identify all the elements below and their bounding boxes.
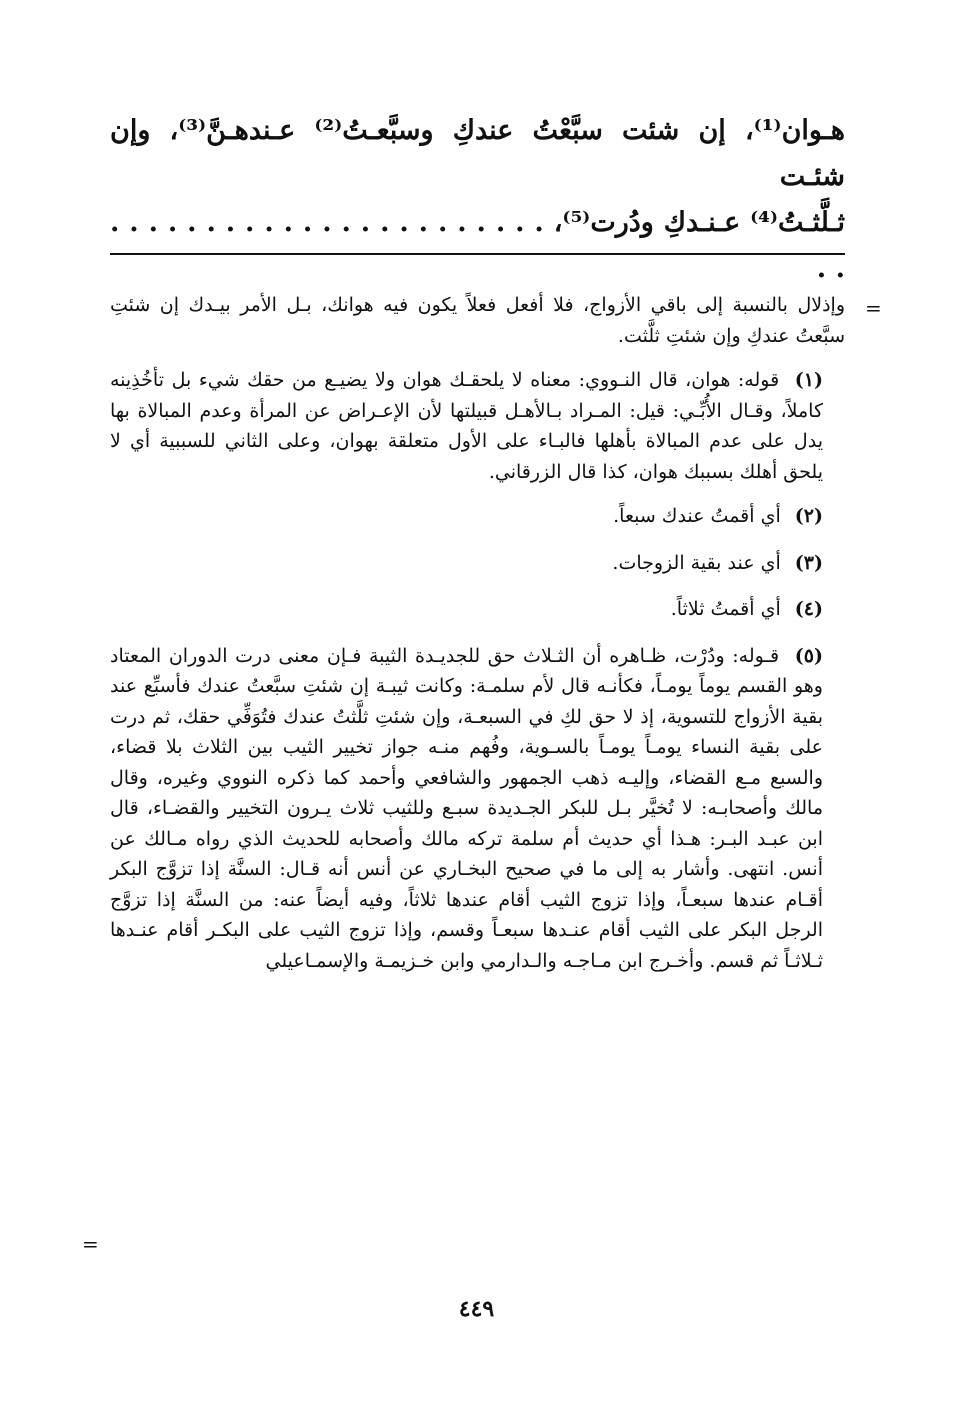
footnote-text: أي أقمتُ ثلاثاً. bbox=[670, 598, 781, 620]
continuation-mark: = bbox=[865, 296, 882, 320]
footnote-4 bbox=[110, 594, 845, 625]
footnote-number: (٥) bbox=[794, 644, 824, 667]
footnote-text: قـوله: ودُرْت، ظـاهره أن الثـلاث حق للجديـدة الثيبة فـإن معنى درت الدوران المعتاد وهو القسم يوماً يومـاً، فكأنـه قال لأم سلمـة: وكانت ثيبـة إن شئتِ سبَّعتُ عندك فأسبِّع عند بقية الأزواج للتسوية، إذ لا حق لكِ في السبعـة، وإن شئتِ ثلَّثتُ عندك فتُوَفِّي حقك، ثم درت على بقية النساء يومـاً يومـاً بالسـوية، وفُهم منـه جواز تخيير الثيب بين الثلاث بلا قضاء، والسبع مـع القضاء، وإليـه ذهب الجمهور والشافعي وأحمد كما ذكره النووي وغيره، وقال مالك وأصحابـه: لا تُخيَّر بـل للبكر الجـديدة سبـع وللثيب ثلاث يـرون التخيير والقضـاء، قال ابن عبـد البـر: هـذا أي حديث أم سلمة تركه مالك وأصحابه للحديث الذي رواه مـالك عن أنس. انتهى. وأشار به إلى ما في صحيح البخـاري عن أنس أنه قـال: السنَّة إذا تزوَّج البكر أقـام عندها سبعـاً، وإذا تزوج الثيب أقام عندها ثلاثاً، وفيه أيضاً عنه: من السنَّة إذا تزوَّج الرجل البكر على الثيب أقام عنـدها سبعـاً وقسم، وإذا تزوج الثيب على البكـر أقام عنـدها ثـلاثـاً ثم قسم. وأخـرج ابن مـاجـه والـدارمي وابن خـزيمـة والإسمـاعيلي bbox=[110, 644, 823, 972]
footnote-text: أي أقمتُ عندك سبعاً. bbox=[613, 505, 781, 527]
footnote-number: (٤) bbox=[794, 598, 823, 620]
footnote-text: أي عند بقية الزوجات. bbox=[612, 551, 781, 574]
continuation-end-mark: = bbox=[82, 1232, 99, 1256]
footnote-1 bbox=[110, 365, 845, 487]
main-text-line: ثـلَّثـتُ⁽⁴⁾ عـنـدكِ ودُرت⁽⁵⁾، . . . . . . . . . . . . . . . . . . . . . . . . . bbox=[110, 207, 845, 284]
main-text-block bbox=[110, 108, 845, 292]
footnotes-block bbox=[110, 290, 845, 990]
page-number: ٤٤٩ bbox=[458, 1296, 495, 1322]
main-text-line: هـوان⁽¹⁾، إن شئت سبَّعْتُ عندكِ وسبَّعـتُ⁽²⁾ عـندهـنَّ⁽³⁾، وإن شئـت bbox=[110, 115, 846, 192]
footnote-number: (١) bbox=[794, 369, 823, 391]
footnote-3 bbox=[110, 548, 845, 579]
footnote-number: (٣) bbox=[794, 551, 823, 574]
footnote-continuation: وإذلال بالنسبة إلى باقي الأزواج، فلا أفعل فعلاً يكون فيه هوانك، بـل الأمر بيـدك إن شئتِ سبَّعتُ عندكِ وإن شئتِ ثلَّثت. bbox=[110, 294, 845, 347]
footnote-5 bbox=[110, 641, 845, 977]
footnote-text: قوله: هوان، قال النـووي: معناه لا يلحقـك هوان ولا يضيـع من حقك شيء بل تأخُذِينه كاملاً، وقـال الأُبِّـي: قيل: المـراد بـالأهـل قبيلتها لأن الإعـراض عن المرأة وعدم المبالاة بها يدل على عدم المبالاة بأهلها فالبـاء على الأول متعلقة بهوان، وعلى الثاني للسببية أي لا يلحق أهلك بسببك هوان، كذا قال الزرقاني. bbox=[110, 369, 823, 483]
footnote-2 bbox=[110, 501, 845, 532]
footnote-number: (٢) bbox=[794, 505, 823, 527]
footnote-separator bbox=[110, 253, 845, 255]
